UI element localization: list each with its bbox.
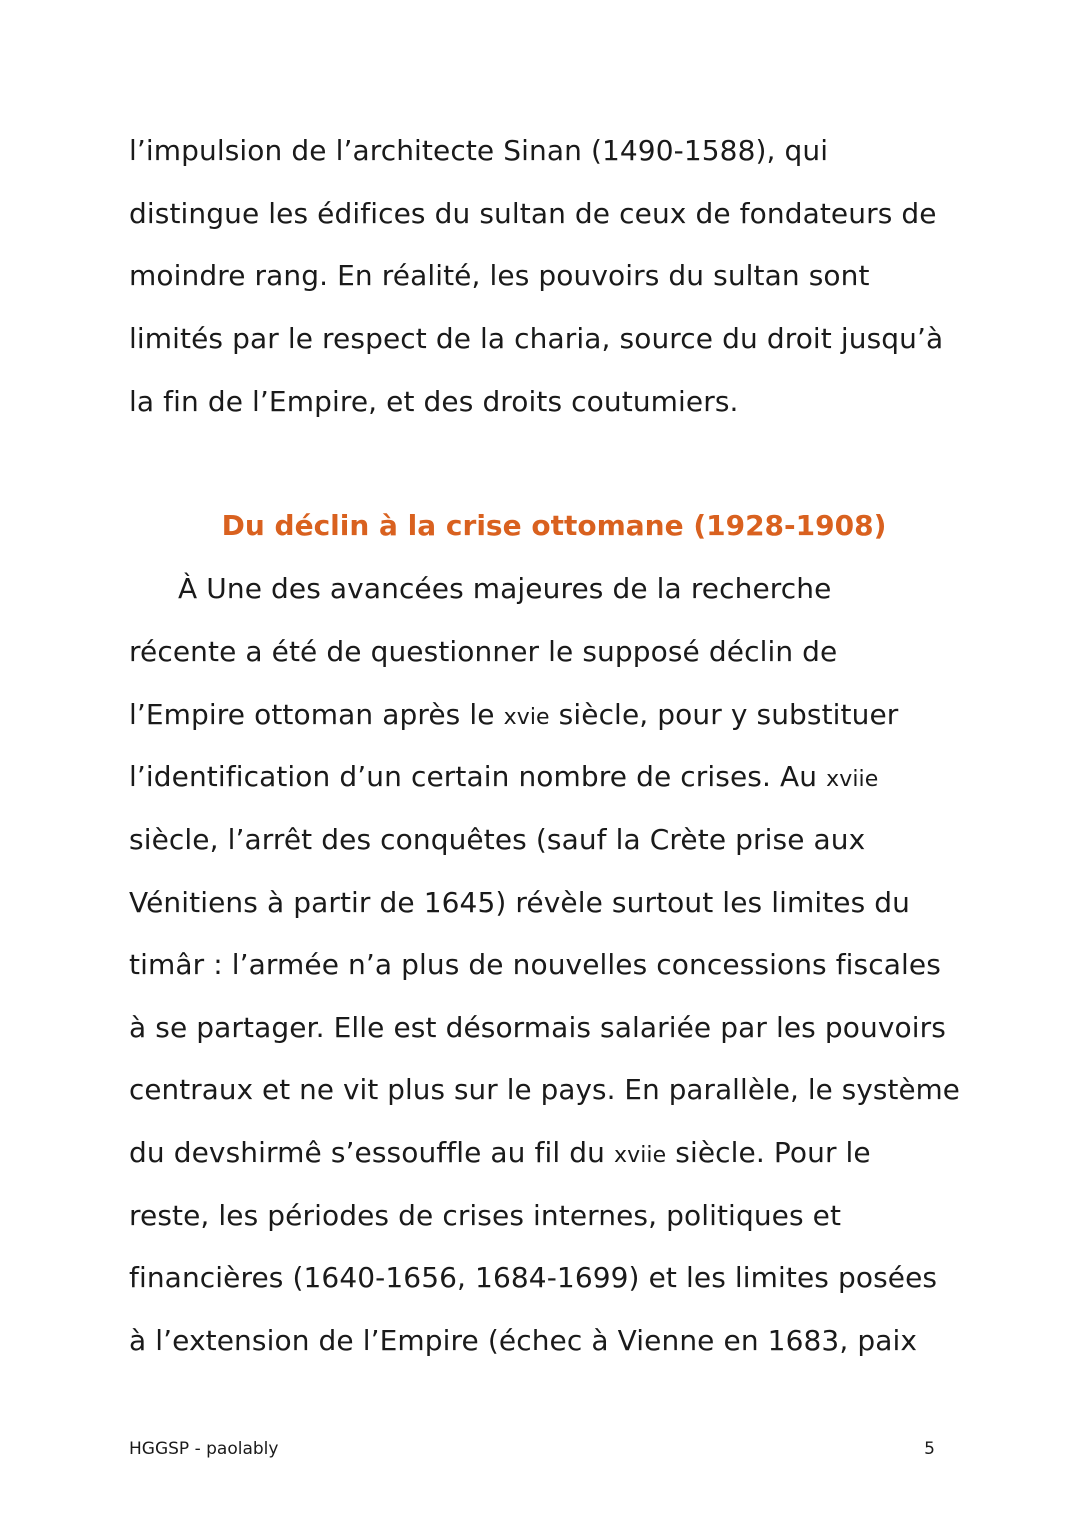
text-run: siècle. Pour le — [666, 1136, 871, 1169]
century-numeral: xvii — [613, 1143, 653, 1168]
century-numeral: xvii — [826, 767, 865, 792]
text-run: du devshirmê s’essouffle au fil du — [129, 1136, 614, 1169]
paragraph-line: À Une des avancées majeures de la recherche — [178, 572, 832, 605]
paragraph-line: limités par le respect de la charia, source du droit jusqu’à — [129, 322, 944, 355]
paragraph-line: à se partager. Elle est désormais salariée par les pouvoirs — [129, 1011, 946, 1044]
paragraph-line: la fin de l’Empire, et des droits coutumiers. — [129, 385, 739, 418]
paragraph-line — [129, 1133, 871, 1176]
paragraph-line: l’impulsion de l’architecte Sinan (1490-1588), qui — [129, 134, 829, 167]
paragraph-line: à l’extension de l’Empire (échec à Vienne en 1683, paix — [129, 1324, 918, 1357]
paragraph-line: centraux et ne vit plus sur le pays. En parallèle, le système — [129, 1073, 960, 1106]
paragraph-line — [129, 757, 878, 800]
paragraph-line: siècle, l’arrêt des conquêtes (sauf la Crète prise aux — [129, 823, 866, 856]
paragraph-line: timâr : l’armée n’a plus de nouvelles concessions fiscales — [129, 948, 941, 981]
paragraph-line: reste, les périodes de crises internes, politiques et — [129, 1199, 842, 1232]
paragraph-line: récente a été de questionner le supposé déclin de — [129, 635, 838, 668]
paragraph-line: Vénitiens à partir de 1645) révèle surtout les limites du — [129, 886, 911, 919]
text-run: l’Empire ottoman après le — [129, 698, 504, 731]
century-numeral: xvi — [503, 705, 537, 730]
text-run: siècle, pour y substituer — [549, 698, 899, 731]
century-suffix: e — [652, 1143, 667, 1168]
paragraph-line: moindre rang. En réalité, les pouvoirs du sultan sont — [129, 259, 870, 292]
page-number: 5 — [924, 1439, 935, 1459]
paragraph-line: distingue les édifices du sultan de ceux de fondateurs de — [129, 197, 937, 230]
century-suffix: e — [536, 705, 550, 730]
paragraph-line: financières (1640-1656, 1684-1699) et les limites posées — [129, 1261, 938, 1294]
paragraph-line — [129, 695, 898, 738]
section-heading: Du déclin à la crise ottomane (1928-1908) — [221, 509, 887, 542]
footer-title: HGGSP - paolably — [129, 1439, 279, 1459]
century-suffix: e — [864, 767, 879, 792]
text-run: l’identification d’un certain nombre de crises. Au — [129, 760, 827, 793]
